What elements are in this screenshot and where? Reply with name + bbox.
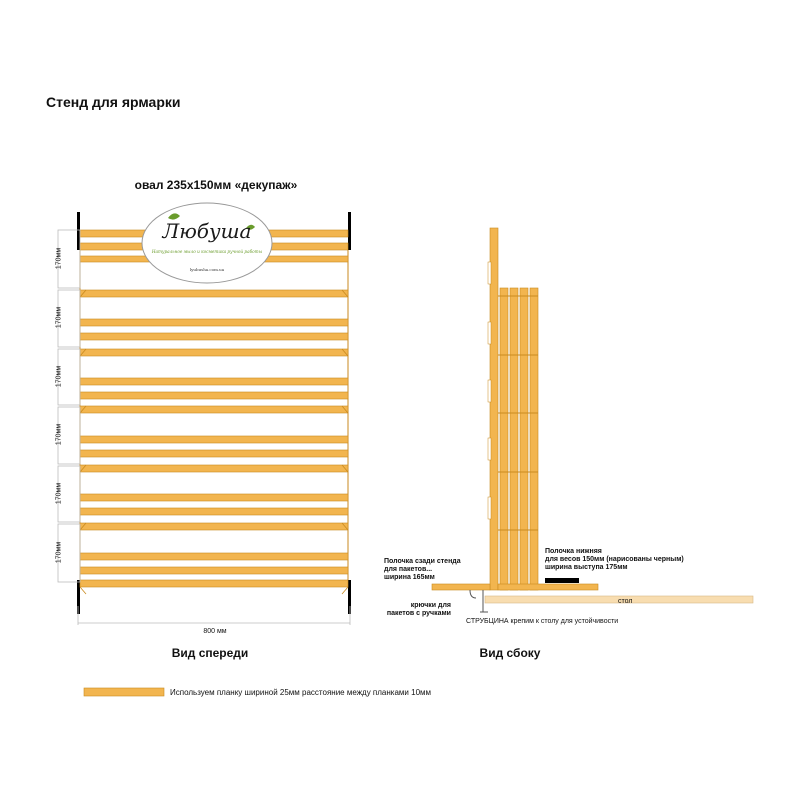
side-view-label: Вид сбоку: [479, 646, 541, 660]
width-label: 800 мм: [203, 628, 227, 635]
height-label: 170мм: [55, 306, 63, 329]
plank: [80, 580, 348, 587]
height-label: 170мм: [55, 482, 63, 505]
front-view: [55, 203, 351, 625]
clamp-note: СТРУБЦИНА крепим к столу для устойчивости: [466, 618, 619, 625]
plank: [80, 378, 348, 385]
front-right-post-top: [348, 212, 351, 250]
height-dimension-boxes: [55, 230, 80, 582]
height-label: 170мм: [55, 541, 63, 564]
bottom-shelf: [498, 584, 598, 590]
plank: [80, 508, 348, 515]
front-planks: [80, 230, 348, 587]
logo-subtitle: Натуральное мыло и косметика ручной работы: [151, 249, 263, 254]
plank: [80, 333, 348, 340]
height-label: 170мм: [55, 423, 63, 446]
plank: [80, 319, 348, 326]
hook-icon: [470, 590, 476, 598]
bottom-shelf-note: Полочка нижняя для весов 150мм (нарисованы черным) ширина выступа 175мм: [545, 548, 684, 571]
plank: [80, 523, 348, 530]
plank: [80, 349, 348, 356]
plank: [80, 553, 348, 560]
table-label: стол: [618, 598, 633, 605]
logo-oval: [142, 203, 272, 283]
width-dimension-line: [78, 606, 350, 625]
front-right-post-bottom: [348, 580, 351, 614]
logo-name: Любуша: [162, 219, 252, 243]
shelf-uprights: [500, 288, 538, 590]
plank: [80, 392, 348, 399]
logo-url: lyubusha.com.ua: [189, 267, 225, 272]
plank: [80, 406, 348, 413]
oval-caption: овал 235х150мм «декупаж»: [134, 178, 298, 192]
front-left-post-bottom: [77, 580, 80, 614]
shelf-brackets: [80, 250, 348, 580]
back-shelf: [432, 584, 490, 590]
height-label: 170мм: [55, 365, 63, 388]
plank: [80, 465, 348, 472]
back-shelf-note: Полочка сзади стенда для пакетов... ширина 165мм: [384, 558, 461, 581]
legend-text: Используем планку шириной 25мм расстояние между планками 10мм: [170, 688, 432, 697]
plank: [80, 290, 348, 297]
front-view-label: Вид спереди: [171, 646, 249, 660]
plank: [80, 567, 348, 574]
plank: [80, 436, 348, 443]
scales-block: [545, 578, 579, 583]
height-label: 170мм: [55, 247, 63, 270]
hooks-note: крючки для пакетов с ручками: [386, 602, 451, 617]
plank: [80, 494, 348, 501]
page-title: Стенд для ярмарки: [46, 94, 181, 110]
plank: [80, 450, 348, 457]
front-left-post-top: [77, 212, 80, 250]
legend-plank-swatch: [84, 688, 164, 696]
